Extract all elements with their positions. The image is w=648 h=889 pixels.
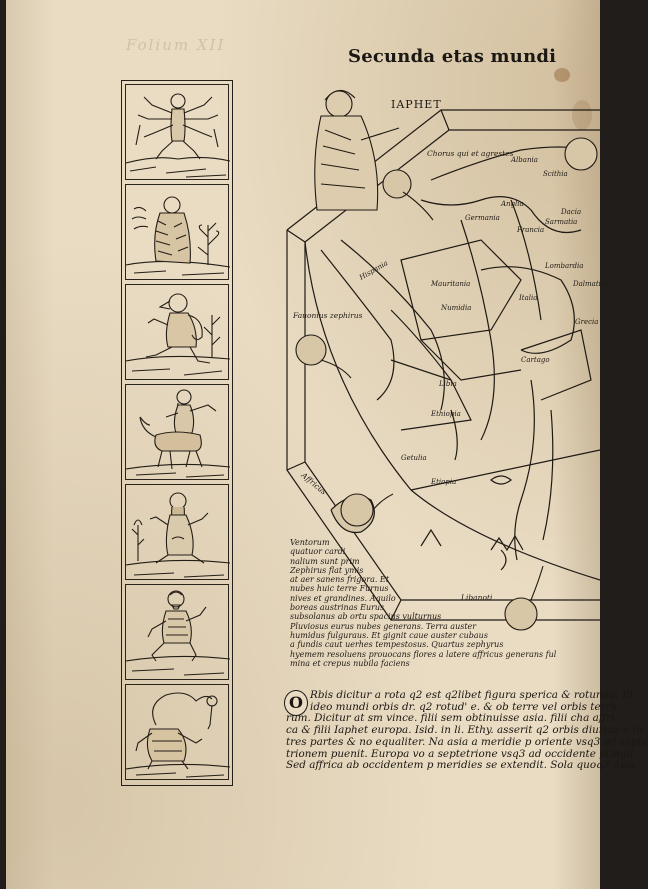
woodcut-panel bbox=[125, 84, 229, 180]
bearded-woman-figure bbox=[126, 485, 230, 581]
wind-label-chorus: Chorus qui et agrestes bbox=[427, 149, 514, 158]
iaphet-label: IAPHET bbox=[391, 98, 442, 111]
hairy-woman-figure bbox=[126, 185, 230, 281]
region-label: Libia bbox=[439, 380, 457, 388]
region-label: Francia bbox=[517, 226, 545, 234]
wind-head-zephyrus-icon bbox=[296, 335, 351, 378]
text-line: ideo mundi orbis dr. q2 rotud' e. & ob terre vel orbis terra bbox=[310, 700, 617, 713]
text-line: Ventorum bbox=[290, 538, 330, 547]
region-label: Hispania bbox=[358, 259, 390, 282]
text-line: nives et grandines. Aquilo bbox=[290, 593, 396, 603]
region-label: Lombardia bbox=[545, 262, 584, 270]
bleed-through-text: Folium XII bbox=[126, 36, 226, 54]
text-line: Zephirus flat ymis bbox=[290, 565, 364, 575]
wind-label-africus: Affricus bbox=[299, 470, 329, 497]
region-label: Italia bbox=[519, 294, 538, 302]
region-label: Sarmatia bbox=[545, 218, 578, 226]
text-line: a fundis caut uerhes tempestosus. Quartus zephyrus bbox=[290, 640, 504, 650]
text-line: boreas austrinas Eurus bbox=[290, 603, 385, 613]
text-line: rum. Dicitur at sm vince. filii sem obtinuisse asia. filii cha affri bbox=[286, 712, 615, 725]
six-armed-man-figure bbox=[126, 85, 230, 181]
text-line: at aer sanens frigora. Et bbox=[290, 575, 389, 585]
text-line: Pluviosus eurus nubes generans. Terra auster bbox=[290, 621, 477, 631]
running-title: Secunda etas mundi bbox=[348, 46, 557, 67]
wind-head-northeast-icon bbox=[565, 138, 597, 170]
text-line: quatuor cardi bbox=[290, 547, 346, 557]
region-label: Anglia bbox=[501, 200, 524, 208]
region-label: Dacia bbox=[561, 208, 582, 216]
region-label: Numidia bbox=[441, 304, 472, 312]
region-label: Ethiopia bbox=[431, 410, 461, 418]
text-line: nubes huic terre Furnus bbox=[290, 584, 389, 594]
book-page bbox=[6, 0, 648, 889]
text-line: ca & filii Iaphet europa. Isid. in li. Ethy. asserit q2 orbis diuisus e in bbox=[286, 724, 643, 737]
woodcut-panel bbox=[125, 284, 229, 380]
woodcut-panel bbox=[125, 184, 229, 280]
woodcut-column bbox=[121, 80, 233, 786]
text-line: nalium sunt prim bbox=[290, 556, 360, 566]
woodcut-panel bbox=[125, 484, 229, 580]
region-label: Grecia bbox=[575, 318, 599, 326]
text-line: Sed affrica ab occidentem p meridies se extendit. Sola quoq3 Asia bbox=[286, 759, 636, 772]
region-label: Mauritania bbox=[431, 280, 471, 288]
woodcut-panel bbox=[125, 584, 229, 680]
wind-label-libanotus: Libanoti bbox=[461, 593, 493, 602]
region-label: Dalmatia bbox=[573, 280, 606, 288]
woodcut-panel bbox=[125, 684, 229, 780]
region-label: Scithia bbox=[543, 170, 568, 178]
region-label: Getulia bbox=[401, 454, 427, 462]
region-label: Etiopia bbox=[431, 478, 457, 486]
text-line: Rbis dicitur a rota q2 est q2libet figura sperica & rotunda. Et bbox=[310, 689, 634, 701]
text-line: subsolanus ab ortu spacius vulturnus bbox=[290, 612, 442, 622]
text-line: tres partes & no equaliter. Na asia a meridie p oriente vsq3 ad septe bbox=[286, 735, 648, 748]
text-line: humidus fulguraus. Et gignit caue auster cubaus bbox=[290, 630, 488, 640]
text-line: mina et crepus nubila faciens bbox=[290, 658, 410, 668]
wind-head-africus-icon bbox=[341, 494, 393, 526]
woodcut-panel bbox=[125, 384, 229, 480]
crane-necked-figure bbox=[126, 685, 230, 781]
bird-headed-figure bbox=[126, 285, 230, 381]
wind-label-zephyrus: Fauonius zephirus bbox=[293, 311, 363, 320]
drop-cap-initial: O bbox=[284, 690, 308, 716]
body-text bbox=[286, 689, 648, 772]
text-line: trionem puenit. Europa vo a septetrione vsq3 ad occidente ptingit. bbox=[286, 747, 638, 760]
wind-head-chorus-icon bbox=[383, 170, 433, 220]
region-label: Albania bbox=[511, 156, 538, 164]
text-line: hyemem resoluens prouocans flores a latere affricus generans ful bbox=[290, 649, 557, 659]
region-label: Cartago bbox=[521, 356, 550, 364]
centaur-figure bbox=[126, 385, 230, 481]
seated-man-figure bbox=[126, 585, 230, 681]
region-label: Germania bbox=[465, 214, 500, 222]
